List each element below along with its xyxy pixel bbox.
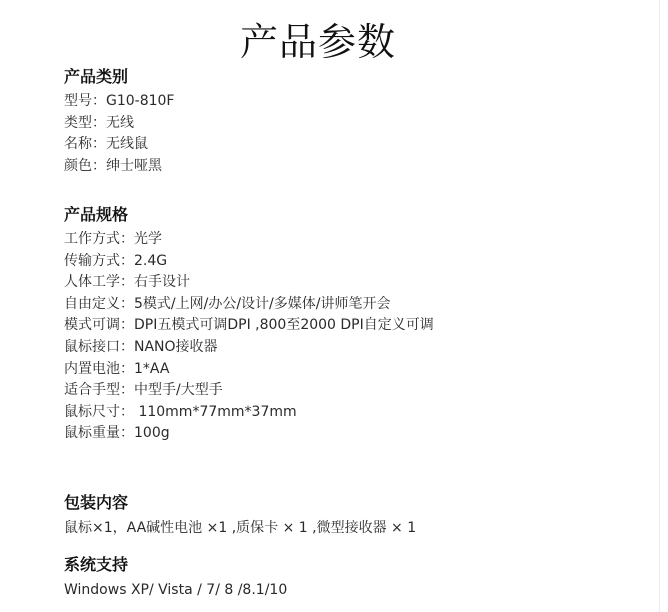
system-support: Windows XP/ Vista / 7/ 8 /8.1/10 [64, 582, 288, 598]
spec-row-ergonomics: 人体工学：右手设计 [64, 274, 190, 291]
section-package [64, 492, 624, 539]
category-list [64, 91, 624, 177]
spec-row-interface: 鼠标接口：NANO接收器 [64, 338, 218, 355]
spec-row-name: 名称：无线鼠 [64, 136, 148, 153]
spec-row-transmission: 传输方式：2.4G [64, 252, 168, 269]
spec-row-battery: 内置电池：1*AA [64, 360, 170, 377]
section-heading-category: 产品类别 [64, 67, 129, 86]
section-heading-system: 系统支持 [64, 555, 129, 574]
section-heading-package: 包装内容 [64, 493, 129, 512]
page-title: 产品参数 [239, 20, 396, 64]
section-heading-specs: 产品规格 [64, 205, 129, 224]
spec-row-model: 型号：G10-810F [64, 93, 175, 109]
section-category [64, 66, 624, 177]
spec-row-dpi-modes: 模式可调：DPI五模式可调DPI ,800至2000 DPI自定义可调 [64, 317, 434, 334]
package-contents: 鼠标×1，AA碱性电池 ×1 ,质保卡 × 1 ,微型接收器 × 1 [64, 520, 417, 536]
spec-row-hand-size: 适合手型：中型手/大型手 [64, 382, 223, 399]
right-edge-divider [659, 0, 660, 612]
spec-row-working-mode: 工作方式：光学 [64, 231, 162, 247]
spec-row-type: 类型：无线 [64, 114, 134, 131]
spec-row-dimensions: 鼠标尺寸： 110mm*77mm*37mm [64, 403, 297, 420]
section-system [64, 554, 624, 601]
spec-row-weight: 鼠标重量：100g [64, 425, 170, 442]
specs-list [64, 229, 624, 445]
spec-row-custom-define: 自由定义：5模式/上网/办公/设计/多媒体/讲师笔开会 [64, 295, 391, 312]
spec-row-color: 颜色：绅士哑黑 [64, 157, 162, 174]
section-specs [64, 204, 624, 445]
